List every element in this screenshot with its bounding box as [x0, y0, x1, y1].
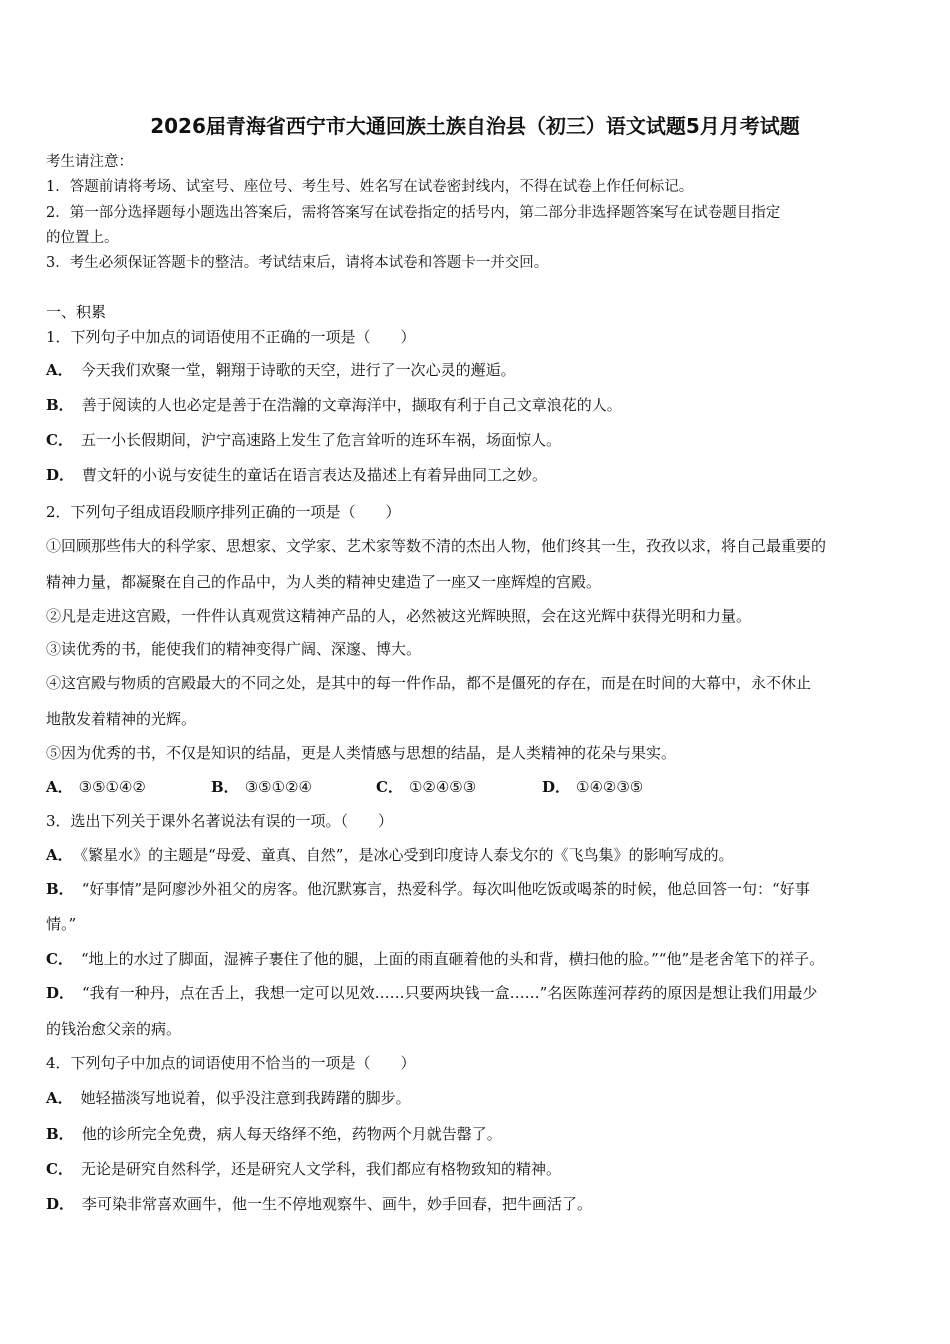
choice-a	[46, 777, 211, 797]
question-2-sentence: ②凡是走进这宫殿，一件件认真观赏这精神产品的人，必然被这光辉映照，会在这光辉中获得光明和力量。	[46, 607, 752, 625]
option-label: B．	[46, 396, 74, 414]
question-3-stem: 3．选出下列关于课外名著说法有误的一项。（ ）	[46, 812, 394, 830]
option-label: A．	[46, 361, 73, 379]
notice-item: 1．答题前请将考场、试室号、座位号、考生号、姓名写在试卷密封线内，不得在试卷上作任何标记。	[46, 179, 694, 195]
option-text: ①②④⑤③	[408, 778, 477, 796]
option-text: “地上的水过了脚面，湿裤子裹住了他的腿，上面的雨直砸着他的头和背，横扫他的脸。”“他”是老舍笔下的祥子。	[80, 950, 825, 968]
question-2-sentence: ③读优秀的书，能使我们的精神变得广阔、深邃、博大。	[46, 640, 422, 658]
question-1-option-a	[46, 360, 516, 380]
option-text: 曹文轩的小说与安徒生的童话在语言表达及描述上有着异曲同工之妙。	[82, 466, 548, 484]
question-2-sentence: ④这宫殿与物质的宫殿最大的不同之处，是其中的每一件作品，都不是僵死的存在，而是在时间的大幕中，永不休止	[46, 674, 812, 692]
question-3-option-d-cont: 的钱治愈父亲的病。	[46, 1020, 182, 1038]
question-2-sentence: ①回顾那些伟大的科学家、思想家、文学家、艺术家等数不清的杰出人物，他们终其一生，孜孜以求，将自己最重要的	[46, 537, 827, 555]
notice-item: 2．第一部分选择题每小题选出答案后，需将答案写在试卷指定的括号内，第二部分非选择题答案写在试卷题目指定	[46, 205, 781, 221]
option-text: 她轻描淡写地说着，似乎没注意到我踌躇的脚步。	[80, 1089, 411, 1107]
question-1-stem: 1．下列句子中加点的词语使用不正确的一项是（ ）	[46, 328, 416, 346]
option-text: 五一小长假期间，沪宁高速路上发生了危言耸听的连环车祸，场面惊人。	[80, 431, 561, 449]
option-text: 他的诊所完全免费，病人每天络绎不绝，药物两个月就告罄了。	[81, 1125, 502, 1143]
option-text: 李可染非常喜欢画牛，他一生不停地观察牛、画牛，妙手回春，把牛画活了。	[82, 1195, 593, 1213]
option-label: D．	[46, 1195, 75, 1213]
option-text: 善于阅读的人也必定是善于在浩瀚的文章海洋中，撷取有利于自己文章浪花的人。	[81, 396, 622, 414]
option-label: C．	[376, 778, 403, 796]
option-label: B．	[211, 778, 239, 796]
option-text: ③⑤①②④	[244, 778, 312, 796]
notice-item: 的位置上。	[46, 230, 119, 246]
question-1-option-b	[46, 395, 622, 415]
section-heading: 一、积累	[46, 303, 107, 321]
option-text: 无论是研究自然科学，还是研究人文学科，我们都应有格物致知的精神。	[80, 1160, 561, 1178]
question-4-option-c	[46, 1159, 561, 1179]
question-1-option-c	[46, 430, 561, 450]
choice-c	[376, 777, 542, 797]
question-3-option-b-cont: 情。”	[46, 915, 77, 933]
option-label: A．	[46, 1089, 73, 1107]
option-label: B．	[46, 880, 74, 898]
option-label: A．	[46, 846, 73, 864]
option-label: B．	[46, 1125, 74, 1143]
question-4-stem: 4．下列句子中加点的词语使用不恰当的一项是（ ）	[46, 1054, 416, 1072]
option-text: 《繁星水》的主题是“母爱、童真、自然”，是冰心受到印度诗人泰戈尔的《飞鸟集》的影响写成的。	[80, 846, 734, 864]
choice-d	[542, 777, 643, 797]
option-label: A．	[46, 778, 73, 796]
notice-heading: 考生请注意：	[46, 154, 133, 170]
option-label: D．	[542, 778, 571, 796]
option-label: C．	[46, 1160, 73, 1178]
question-2-choices	[46, 777, 643, 797]
question-2-sentence: ⑤因为优秀的书，不仅是知识的结晶，更是人类情感与思想的结晶，是人类精神的花朵与果实。	[46, 744, 677, 762]
option-text: “好事情”是阿廖沙外祖父的房客。他沉默寡言，热爱科学。每次叫他吃饭或喝茶的时候，他总回答一句：“好事	[81, 880, 810, 898]
question-2-sentence: 精神力量，都凝聚在自己的作品中，为人类的精神史建造了一座又一座辉煌的宫殿。	[46, 573, 602, 591]
option-label: C．	[46, 431, 73, 449]
choice-b	[211, 777, 376, 797]
question-2-sentence: 地散发着精神的光辉。	[46, 710, 197, 728]
notice-item: 3．考生必须保证答题卡的整洁。考试结束后，请将本试卷和答题卡一并交回。	[46, 255, 549, 271]
question-4-option-a	[46, 1088, 411, 1108]
page-title: 2026届青海省西宁市大通回族土族自治县（初三）语文试题5月月考试题	[150, 114, 800, 138]
question-3-option-a	[46, 845, 733, 865]
option-label: D．	[46, 466, 75, 484]
option-text: “我有一种丹，点在舌上，我想一定可以见效……只要两块钱一盒……”名医陈莲河荐药的原因是想让我们用最少	[82, 984, 818, 1002]
question-3-option-b	[46, 879, 810, 899]
question-1-option-d	[46, 465, 547, 485]
question-3-option-d	[46, 983, 817, 1003]
option-label: C．	[46, 950, 73, 968]
question-3-option-c	[46, 949, 824, 969]
question-2-stem: 2．下列句子组成语段顺序排列正确的一项是（ ）	[46, 503, 401, 521]
option-label: D．	[46, 984, 75, 1002]
option-text: ①④②③⑤	[576, 778, 644, 796]
question-4-option-b	[46, 1124, 502, 1144]
option-text: 今天我们欢聚一堂，翱翔于诗歌的天空，进行了一次心灵的邂逅。	[80, 361, 516, 379]
question-4-option-d	[46, 1194, 592, 1214]
option-text: ③⑤①④②	[78, 778, 146, 796]
